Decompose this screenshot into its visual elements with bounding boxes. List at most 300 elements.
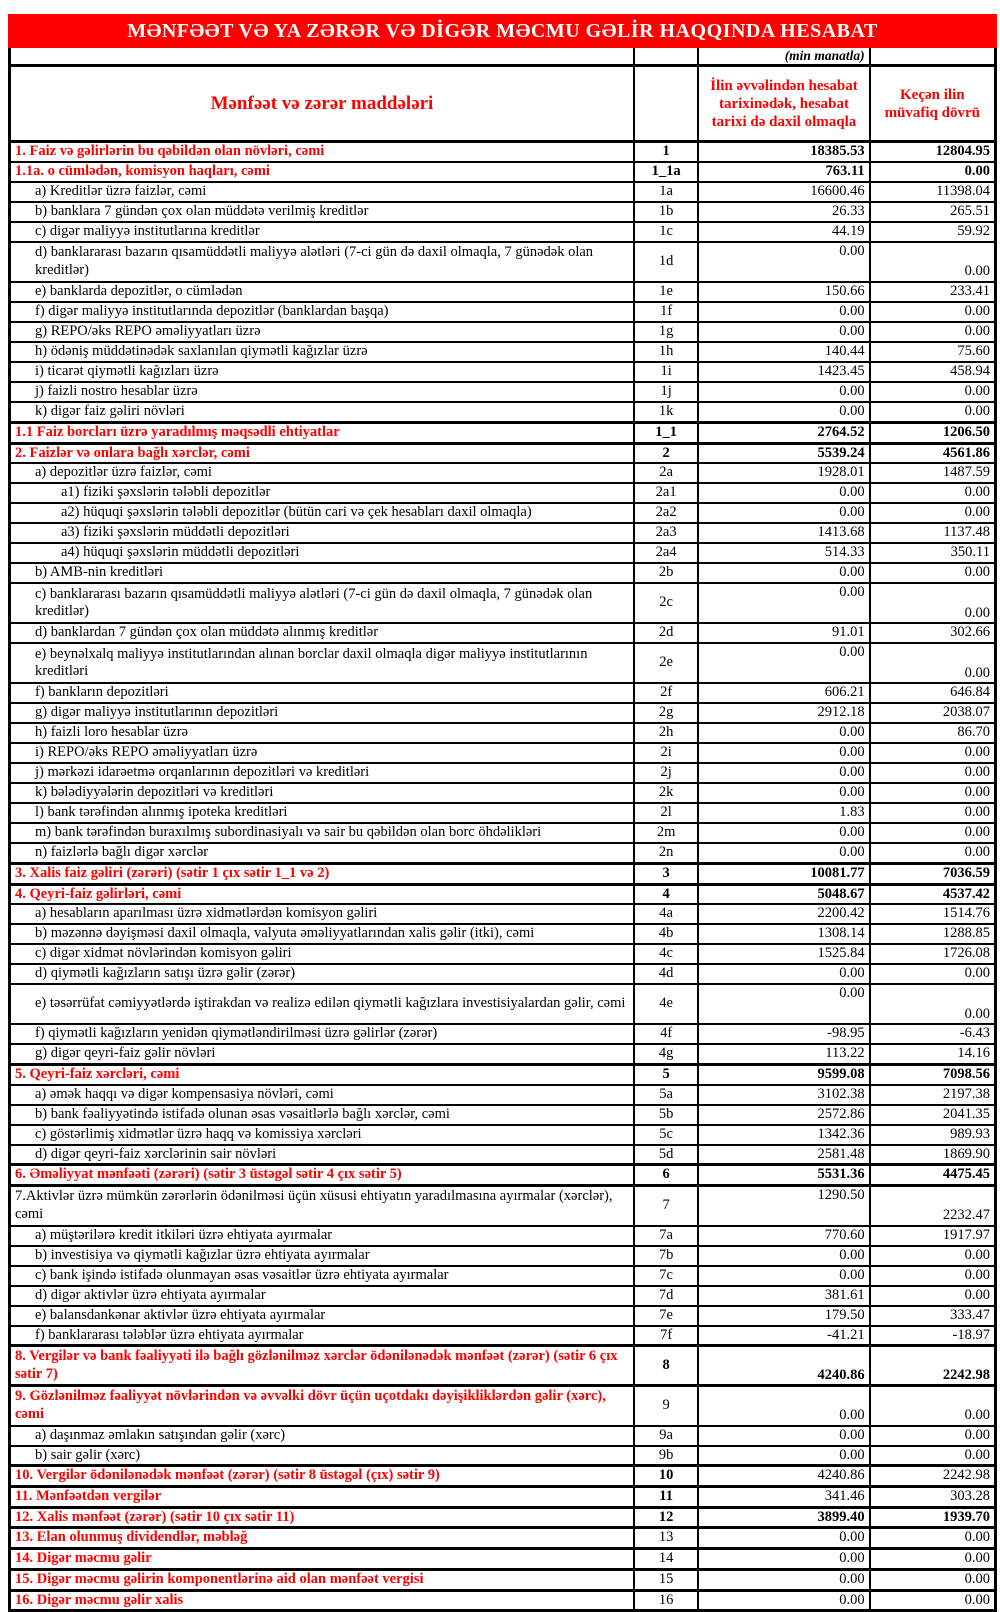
row-value-previous: -18.97 [870, 1326, 996, 1346]
row-value-previous: 1137.48 [870, 523, 996, 543]
row-code: 5a [634, 1085, 698, 1105]
row-label: d) banklardan 7 gündən çox olan müddətə alınmış kreditlər [10, 623, 634, 643]
table-row [10, 503, 996, 523]
row-value-previous: 265.51 [870, 202, 996, 222]
row-label: 12. Xalis mənfəət (zərər) (sətir 10 çıx sətir 11) [10, 1507, 634, 1528]
row-label: a) müştərilərə kredit itkiləri üzrə ehtiyata ayırmalar [10, 1226, 634, 1246]
row-code: 4a [634, 904, 698, 924]
row-value-current: 5048.67 [698, 884, 869, 904]
row-value-previous: 4537.42 [870, 884, 996, 904]
row-label: k) bələdiyyələrin depozitləri və kreditləri [10, 783, 634, 803]
table-row [10, 1024, 996, 1044]
row-label: m) bank tərəfindən buraxılmış subordinasiyalı və sair bu qəbildən olan borc öhdəlikləri [10, 823, 634, 843]
table-row [10, 783, 996, 803]
row-code: 1f [634, 302, 698, 322]
table-row [10, 583, 996, 623]
row-value-current: 26.33 [698, 202, 869, 222]
row-value-previous: 2041.35 [870, 1105, 996, 1125]
row-value-previous: 4561.86 [870, 443, 996, 463]
table-row [10, 763, 996, 783]
row-code: 7c [634, 1266, 698, 1286]
row-value-current: 2581.48 [698, 1145, 869, 1165]
row-value-previous: 1939.70 [870, 1507, 996, 1528]
table-row [10, 443, 996, 463]
row-label: 13. Elan olunmuş dividendlər, məbləğ [10, 1528, 634, 1549]
row-value-current: -98.95 [698, 1024, 869, 1044]
row-value-previous: -6.43 [870, 1024, 996, 1044]
row-value-previous: 333.47 [870, 1306, 996, 1326]
row-code: 9a [634, 1426, 698, 1446]
row-label: 4. Qeyri-faiz gəlirləri, cəmi [10, 884, 634, 904]
row-value-previous: 0.00 [870, 1286, 996, 1306]
row-value-previous: 1726.08 [870, 944, 996, 964]
row-value-previous: 0.00 [870, 783, 996, 803]
row-label: g) digər maliyyə institutlarının depozitləri [10, 703, 634, 723]
row-value-previous: 0.00 [870, 843, 996, 863]
table-row [10, 302, 996, 322]
row-code: 2a1 [634, 483, 698, 503]
row-value-previous: 1288.85 [870, 924, 996, 944]
row-label: a) Kreditlər üzrə faizlər, cəmi [10, 182, 634, 202]
row-value-previous: 0.00 [870, 302, 996, 322]
table-row [10, 1446, 996, 1466]
row-code: 1d [634, 242, 698, 282]
table-body [10, 142, 996, 1611]
unit-note-row [10, 48, 996, 66]
row-label: a) depozitlər üzrə faizlər, cəmi [10, 463, 634, 483]
row-value-current: 0.00 [698, 1549, 869, 1570]
row-code: 12 [634, 1507, 698, 1528]
row-value-current: 1290.50 [698, 1186, 869, 1226]
row-value-current: 5539.24 [698, 443, 869, 463]
row-value-previous: 0.00 [870, 382, 996, 402]
row-label: 9. Gözlənilməz fəaliyyət növlərindən və əvvəlki dövr üçün uçotdakı dəyişikliklərdən gəlir (xərc), cəmi [10, 1386, 634, 1426]
table-row [10, 483, 996, 503]
row-label: b) AMB-nin kreditləri [10, 563, 634, 583]
row-label: i) REPO/əks REPO əməliyyatları üzrə [10, 743, 634, 763]
row-code: 1j [634, 382, 698, 402]
row-code: 2n [634, 843, 698, 863]
row-value-previous: 0.00 [870, 743, 996, 763]
row-label: d) digər qeyri-faiz xərclərinin sair növləri [10, 1145, 634, 1165]
row-value-current: 2912.18 [698, 703, 869, 723]
row-value-previous: 0.00 [870, 322, 996, 342]
table-row [10, 1507, 996, 1528]
row-value-current: 0.00 [698, 964, 869, 984]
row-value-previous: 0.00 [870, 583, 996, 623]
header-items-label: Mənfəət və zərər maddələri [10, 66, 634, 142]
row-value-current: 0.00 [698, 1386, 869, 1426]
row-value-previous: 0.00 [870, 1426, 996, 1446]
row-label: 6. Əməliyyat mənfəəti (zərəri) (sətir 3 üstəgəl sətir 4 çıx sətir 5) [10, 1165, 634, 1186]
row-label: 5. Qeyri-faiz xərcləri, cəmi [10, 1064, 634, 1084]
unit-spacer-prev [870, 48, 996, 66]
row-code: 1h [634, 342, 698, 362]
table-row [10, 723, 996, 743]
row-value-previous: 2232.47 [870, 1186, 996, 1226]
row-label: d) digər aktivlər üzrə ehtiyata ayırmalar [10, 1286, 634, 1306]
table-row [10, 944, 996, 964]
row-label: 16. Digər məcmu gəlir xalis [10, 1590, 634, 1611]
row-label: 14. Digər məcmu gəlir [10, 1549, 634, 1570]
row-value-current: 0.00 [698, 743, 869, 763]
row-value-current: 16600.46 [698, 182, 869, 202]
row-code: 5c [634, 1125, 698, 1145]
row-value-current: 0.00 [698, 723, 869, 743]
row-label: l) bank tərəfindən alınmış ipoteka kreditləri [10, 803, 634, 823]
row-label: e) beynəlxalq maliyyə institutlarından alınan borclar daxil olmaqla digər maliyyə institutlarının kreditləri [10, 643, 634, 683]
header-code-column [634, 66, 698, 142]
row-value-current: 3102.38 [698, 1085, 869, 1105]
row-code: 7b [634, 1246, 698, 1266]
row-value-current: 606.21 [698, 683, 869, 703]
row-value-previous: 458.94 [870, 362, 996, 382]
row-value-previous: 0.00 [870, 242, 996, 282]
row-code: 4g [634, 1044, 698, 1064]
row-value-current: 0.00 [698, 643, 869, 683]
row-code: 2c [634, 583, 698, 623]
row-label: a2) hüquqi şəxslərin tələbli depozitlər (bütün cari və çek hesabları daxil olmaqla) [10, 503, 634, 523]
row-code: 15 [634, 1569, 698, 1590]
row-value-previous: 0.00 [870, 1246, 996, 1266]
row-code: 1_1a [634, 162, 698, 182]
row-code: 4e [634, 984, 698, 1024]
row-value-current: 514.33 [698, 543, 869, 563]
row-label: d) qiymətli kağızların satışı üzrə gəlir (zərər) [10, 964, 634, 984]
row-value-current: 0.00 [698, 563, 869, 583]
row-label: b) banklara 7 gündən çox olan müddətə verilmiş kreditlər [10, 202, 634, 222]
row-label: a) hesabların aparılması üzrə xidmətlərdən komisyon gəliri [10, 904, 634, 924]
row-code: 2m [634, 823, 698, 843]
row-value-previous: 0.00 [870, 563, 996, 583]
table-row [10, 1306, 996, 1326]
row-value-previous: 1206.50 [870, 422, 996, 443]
row-value-current: 0.00 [698, 1446, 869, 1466]
row-label: 2. Faizlər və onlara bağlı xərclər, cəmi [10, 443, 634, 463]
row-value-current: 2200.42 [698, 904, 869, 924]
row-value-previous: 0.00 [870, 763, 996, 783]
table-row [10, 984, 996, 1024]
table-row [10, 523, 996, 543]
table-row [10, 1326, 996, 1346]
row-code: 2a4 [634, 543, 698, 563]
row-value-previous: 0.00 [870, 162, 996, 182]
row-value-current: 4240.86 [698, 1346, 869, 1386]
row-code: 2 [634, 443, 698, 463]
row-value-current: 44.19 [698, 222, 869, 242]
table-row [10, 463, 996, 483]
row-value-current: 2572.86 [698, 1105, 869, 1125]
table-row [10, 222, 996, 242]
row-label: f) banklararası tələblər üzrə ehtiyata ayırmalar [10, 1326, 634, 1346]
row-value-current: 0.00 [698, 984, 869, 1024]
row-label: i) ticarət qiymətli kağızları üzrə [10, 362, 634, 382]
row-code: 2k [634, 783, 698, 803]
row-value-previous: 0.00 [870, 1528, 996, 1549]
row-code: 2i [634, 743, 698, 763]
table-row [10, 1064, 996, 1084]
row-value-current: 4240.86 [698, 1466, 869, 1487]
row-value-current: 1342.36 [698, 1125, 869, 1145]
row-value-previous: 0.00 [870, 503, 996, 523]
table-header-row [10, 66, 996, 142]
row-value-previous: 0.00 [870, 823, 996, 843]
row-value-current: 140.44 [698, 342, 869, 362]
unit-note: (min manatla) [698, 48, 869, 66]
row-value-current: 0.00 [698, 242, 869, 282]
table-row [10, 1085, 996, 1105]
row-value-previous: 989.93 [870, 1125, 996, 1145]
table-row [10, 1487, 996, 1508]
row-value-previous: 646.84 [870, 683, 996, 703]
row-value-previous: 7098.56 [870, 1064, 996, 1084]
row-value-current: 0.00 [698, 1266, 869, 1286]
row-value-current: 1525.84 [698, 944, 869, 964]
row-value-previous: 0.00 [870, 402, 996, 422]
row-value-previous: 233.41 [870, 282, 996, 302]
row-label: d) banklararası bazarın qısamüddətli maliyyə alətləri (7-ci gün də daxil olmaqla, 7 günədək olan kreditlər) [10, 242, 634, 282]
table-row [10, 563, 996, 583]
row-value-current: 3899.40 [698, 1507, 869, 1528]
table-row [10, 1346, 996, 1386]
row-code: 4 [634, 884, 698, 904]
table-row [10, 683, 996, 703]
row-value-current: 10081.77 [698, 863, 869, 884]
row-value-current: 0.00 [698, 1569, 869, 1590]
row-code: 13 [634, 1528, 698, 1549]
table-row [10, 1165, 996, 1186]
row-label: f) qiymətli kağızların yenidən qiymətləndirilməsi üzrə gəlirlər (zərər) [10, 1024, 634, 1044]
row-label: 3. Xalis faiz gəliri (zərəri) (sətir 1 çıx sətir 1_1 və 2) [10, 863, 634, 884]
table-row [10, 282, 996, 302]
row-code: 2f [634, 683, 698, 703]
row-label: a) daşınmaz əmlakın satışından gəlir (xərc) [10, 1426, 634, 1446]
row-value-current: 0.00 [698, 1426, 869, 1446]
row-value-previous: 0.00 [870, 1569, 996, 1590]
table-row [10, 1286, 996, 1306]
row-value-previous: 350.11 [870, 543, 996, 563]
table-row [10, 964, 996, 984]
row-value-previous: 0.00 [870, 964, 996, 984]
row-code: 10 [634, 1466, 698, 1487]
row-value-current: 91.01 [698, 623, 869, 643]
row-label: c) digər maliyyə institutlarına kreditlər [10, 222, 634, 242]
row-value-previous: 302.66 [870, 623, 996, 643]
table-row [10, 322, 996, 342]
row-value-current: 0.00 [698, 783, 869, 803]
row-code: 4f [634, 1024, 698, 1044]
row-label: h) ödəniş müddətinədək saxlanılan qiymətli kağızlar üzrə [10, 342, 634, 362]
row-label: n) faizlərlə bağlı digər xərclər [10, 843, 634, 863]
row-value-previous: 0.00 [870, 803, 996, 823]
table-row [10, 543, 996, 563]
row-label: e) banklarda depozitlər, o cümlədən [10, 282, 634, 302]
row-value-current: 0.00 [698, 483, 869, 503]
table-row [10, 1145, 996, 1165]
row-value-previous: 0.00 [870, 1266, 996, 1286]
row-value-previous: 12804.95 [870, 142, 996, 162]
row-value-current: 763.11 [698, 162, 869, 182]
table-row [10, 1386, 996, 1426]
row-code: 3 [634, 863, 698, 884]
row-label: c) bank işində istifadə olunmayan əsas vəsaitlər üzrə ehtiyata ayırmalar [10, 1266, 634, 1286]
row-code: 5 [634, 1064, 698, 1084]
header-previous-period: Keçən ilin müvafiq dövrü [870, 66, 996, 142]
row-value-current: 341.46 [698, 1487, 869, 1508]
row-value-current: 0.00 [698, 1528, 869, 1549]
row-code: 1i [634, 362, 698, 382]
row-value-current: 1928.01 [698, 463, 869, 483]
table-row [10, 342, 996, 362]
table-row [10, 1466, 996, 1487]
row-label: e) balansdankənar aktivlər üzrə ehtiyata ayırmalar [10, 1306, 634, 1326]
row-label: b) sair gəlir (xərc) [10, 1446, 634, 1466]
row-label: b) investisiya və qiymətli kağızlar üzrə ehtiyata ayırmalar [10, 1246, 634, 1266]
row-value-previous: 0.00 [870, 1590, 996, 1611]
row-label: c) banklararası bazarın qısamüddətli maliyyə alətləri (7-ci gün də daxil olmaqla, 7 günədək olan kreditlər) [10, 583, 634, 623]
row-code: 6 [634, 1165, 698, 1186]
row-label: 1.1a. o cümlədən, komisyon haqları, cəmi [10, 162, 634, 182]
row-code: 7f [634, 1326, 698, 1346]
row-label: 1. Faiz və gəlirlərin bu qəbildən olan növləri, cəmi [10, 142, 634, 162]
row-label: j) faizli nostro hesablar üzrə [10, 382, 634, 402]
row-code: 16 [634, 1590, 698, 1611]
row-value-previous: 2242.98 [870, 1346, 996, 1386]
profit-loss-table [8, 48, 997, 1612]
table-row [10, 202, 996, 222]
table-row [10, 924, 996, 944]
row-code: 1b [634, 202, 698, 222]
table-row [10, 1125, 996, 1145]
row-code: 5d [634, 1145, 698, 1165]
row-value-current: 0.00 [698, 322, 869, 342]
row-value-previous: 1869.90 [870, 1145, 996, 1165]
row-value-previous: 303.28 [870, 1487, 996, 1508]
row-value-previous: 0.00 [870, 1549, 996, 1570]
table-row [10, 142, 996, 162]
row-label: 8. Vergilər və bank fəaliyyəti ilə bağlı gözlənilməz xərclər ödənilənədək mənfəət (zərər) (sətir 6 çıx sətir 7) [10, 1346, 634, 1386]
row-value-previous: 0.00 [870, 984, 996, 1024]
row-code: 1k [634, 402, 698, 422]
row-code: 2j [634, 763, 698, 783]
row-code: 1_1 [634, 422, 698, 443]
row-code: 2e [634, 643, 698, 683]
unit-spacer-code [634, 48, 698, 66]
row-label: a3) fiziki şəxslərin müddətli depozitləri [10, 523, 634, 543]
row-value-previous: 7036.59 [870, 863, 996, 884]
row-code: 1e [634, 282, 698, 302]
row-label: g) REPO/əks REPO əməliyyatları üzrə [10, 322, 634, 342]
row-code: 7e [634, 1306, 698, 1326]
table-row [10, 1549, 996, 1570]
row-code: 1g [634, 322, 698, 342]
table-row [10, 402, 996, 422]
row-value-current: 0.00 [698, 402, 869, 422]
table-row [10, 242, 996, 282]
row-value-current: 1.83 [698, 803, 869, 823]
row-label: b) məzənnə dəyişməsi daxil olmaqla, valyuta əməliyyatlarından xalis gəlir (itki), cəmi [10, 924, 634, 944]
row-value-previous: 2242.98 [870, 1466, 996, 1487]
row-code: 4d [634, 964, 698, 984]
row-code: 9 [634, 1386, 698, 1426]
table-row [10, 1246, 996, 1266]
table-row [10, 182, 996, 202]
row-code: 2a3 [634, 523, 698, 543]
row-value-current: 18385.53 [698, 142, 869, 162]
table-row [10, 1044, 996, 1064]
row-value-current: 9599.08 [698, 1064, 869, 1084]
table-row [10, 382, 996, 402]
row-label: e) təsərrüfat cəmiyyətlərdə iştirakdan və realizə edilən qiymətli kağızlara investisiyalardan gəlir, cəmi [10, 984, 634, 1024]
row-code: 7d [634, 1286, 698, 1306]
row-code: 2g [634, 703, 698, 723]
row-value-previous: 11398.04 [870, 182, 996, 202]
row-value-current: 2764.52 [698, 422, 869, 443]
row-value-current: 0.00 [698, 302, 869, 322]
row-label: 7.Aktivlər üzrə mümkün zərərlərin ödənilməsi üçün xüsusi ehtiyatın yaradılmasına ayırmalar (xərclər), cəmi [10, 1186, 634, 1226]
table-row [10, 1186, 996, 1226]
row-value-current: 1413.68 [698, 523, 869, 543]
table-row [10, 823, 996, 843]
row-code: 1c [634, 222, 698, 242]
row-value-current: 5531.36 [698, 1165, 869, 1186]
table-row [10, 1590, 996, 1611]
table-row [10, 643, 996, 683]
table-row [10, 1569, 996, 1590]
row-label: 15. Digər məcmu gəlirin komponentlərinə aid olan mənfəət vergisi [10, 1569, 634, 1590]
table-row [10, 803, 996, 823]
row-value-current: -41.21 [698, 1326, 869, 1346]
row-code: 1a [634, 182, 698, 202]
row-label: a1) fiziki şəxslərin tələbli depozitlər [10, 483, 634, 503]
report-title: MƏNFƏƏT VƏ YA ZƏRƏR VƏ DİGƏR MƏCMU GƏLİR HAQQINDA HESABAT [8, 14, 997, 48]
row-code: 2a2 [634, 503, 698, 523]
row-code: 2d [634, 623, 698, 643]
row-value-current: 0.00 [698, 1590, 869, 1611]
table-row [10, 1226, 996, 1246]
row-value-previous: 0.00 [870, 643, 996, 683]
row-value-previous: 14.16 [870, 1044, 996, 1064]
row-value-previous: 4475.45 [870, 1165, 996, 1186]
table-row [10, 1528, 996, 1549]
table-row [10, 843, 996, 863]
row-label: g) digər qeyri-faiz gəlir növləri [10, 1044, 634, 1064]
row-label: 10. Vergilər ödənilənədək mənfəət (zərər) (sətir 8 üstəgəl (çıx) sətir 9) [10, 1466, 634, 1487]
row-value-current: 0.00 [698, 823, 869, 843]
row-label: f) digər maliyyə institutlarında depozitlər (banklardan başqa) [10, 302, 634, 322]
row-value-current: 381.61 [698, 1286, 869, 1306]
table-row [10, 863, 996, 884]
row-value-current: 770.60 [698, 1226, 869, 1246]
row-value-previous: 1514.76 [870, 904, 996, 924]
table-row [10, 422, 996, 443]
row-label: k) digər faiz gəliri növləri [10, 402, 634, 422]
table-row [10, 703, 996, 723]
row-code: 4c [634, 944, 698, 964]
unit-spacer-label [10, 48, 634, 66]
row-value-current: 179.50 [698, 1306, 869, 1326]
row-code: 4b [634, 924, 698, 944]
row-code: 7a [634, 1226, 698, 1246]
row-label: 11. Mənfəətdən vergilər [10, 1487, 634, 1508]
row-value-current: 113.22 [698, 1044, 869, 1064]
row-value-previous: 1487.59 [870, 463, 996, 483]
row-value-current: 0.00 [698, 583, 869, 623]
table-row [10, 904, 996, 924]
table-row [10, 162, 996, 182]
table-row [10, 362, 996, 382]
row-label: a4) hüquqi şəxslərin müddətli depozitləri [10, 543, 634, 563]
